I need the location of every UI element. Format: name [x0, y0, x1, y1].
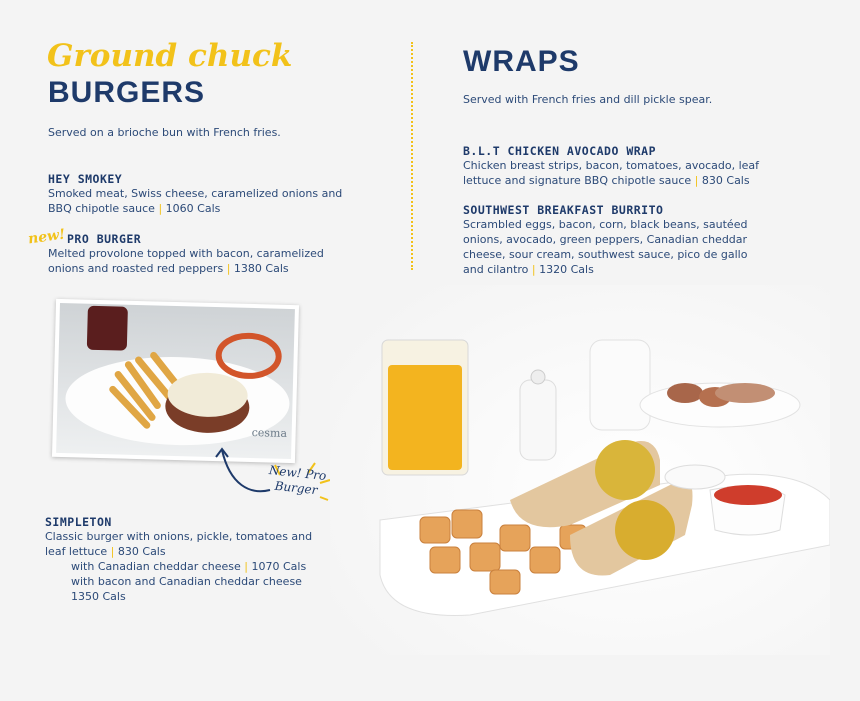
item-desc: Scrambled eggs, bacon, corn, black beans, sautéed: [463, 218, 748, 231]
burgers-subtitle: Served on a brioche bun with French fries.: [48, 126, 281, 139]
new-pro-burger-note: New! Pro Burger: [268, 463, 327, 498]
item-name: SOUTHWEST BREAKFAST BURRITO: [463, 203, 664, 217]
item-desc: Classic burger with onions, pickle, tomatoes and: [45, 530, 313, 543]
item-desc-line2: lettuce and signature BBQ chipotle sauce | 830 Cals: [463, 174, 750, 187]
burger-plate-illustration: [56, 303, 295, 459]
item-desc: Chicken breast strips, bacon, tomatoes, avocado, leaf: [463, 159, 760, 172]
breakfast-photo: [330, 285, 830, 655]
item-desc-line2: leaf lettuce | 830 Cals: [45, 545, 166, 558]
item-desc-line3: cheese, sour cream, southwest sauce, pico de gallo: [463, 248, 748, 261]
menu-item-simpleton: [45, 515, 312, 604]
item-name: SIMPLETON: [45, 515, 112, 529]
item-desc: Melted provolone topped with bacon, caramelized: [48, 247, 324, 260]
burger-photo: [52, 299, 299, 463]
menu-item-pro-burger: [27, 226, 324, 276]
wraps-subtitle: Served with French fries and dill pickle spear.: [463, 93, 713, 106]
item-option-2: with bacon and Canadian cheddar cheese: [71, 575, 302, 588]
item-option-1: with Canadian cheddar cheese | 1070 Cals: [71, 560, 307, 573]
menu-item-southwest-burrito: [463, 203, 747, 277]
item-desc-line2: onions and roasted red peppers | 1380 Cals: [48, 262, 289, 275]
item-desc-line4: and cilantro | 1320 Cals: [463, 263, 594, 276]
wraps-title: WRAPS: [463, 45, 580, 78]
item-name: B.L.T CHICKEN AVOCADO WRAP: [463, 144, 657, 158]
burgers-script-title: Ground chuck: [47, 38, 293, 74]
item-desc-line2: BBQ chipotle sauce | 1060 Cals: [48, 202, 221, 215]
new-badge: new!: [27, 226, 67, 248]
item-name: HEY SMOKEY: [48, 172, 123, 186]
item-desc-line2: onions, avocado, green peppers, Canadian cheddar: [463, 233, 748, 246]
burgers-title: BURGERS: [48, 76, 206, 109]
item-name: PRO BURGER: [67, 232, 142, 246]
menu-item-hey-smokey: [48, 172, 342, 216]
column-divider: [411, 42, 413, 270]
item-desc: Smoked meat, Swiss cheese, caramelized onions and: [48, 187, 343, 200]
menu-item-blt-wrap: [463, 144, 759, 188]
item-option-2-cals: 1350 Cals: [71, 590, 126, 603]
napkin-text: cesma: [251, 426, 288, 440]
